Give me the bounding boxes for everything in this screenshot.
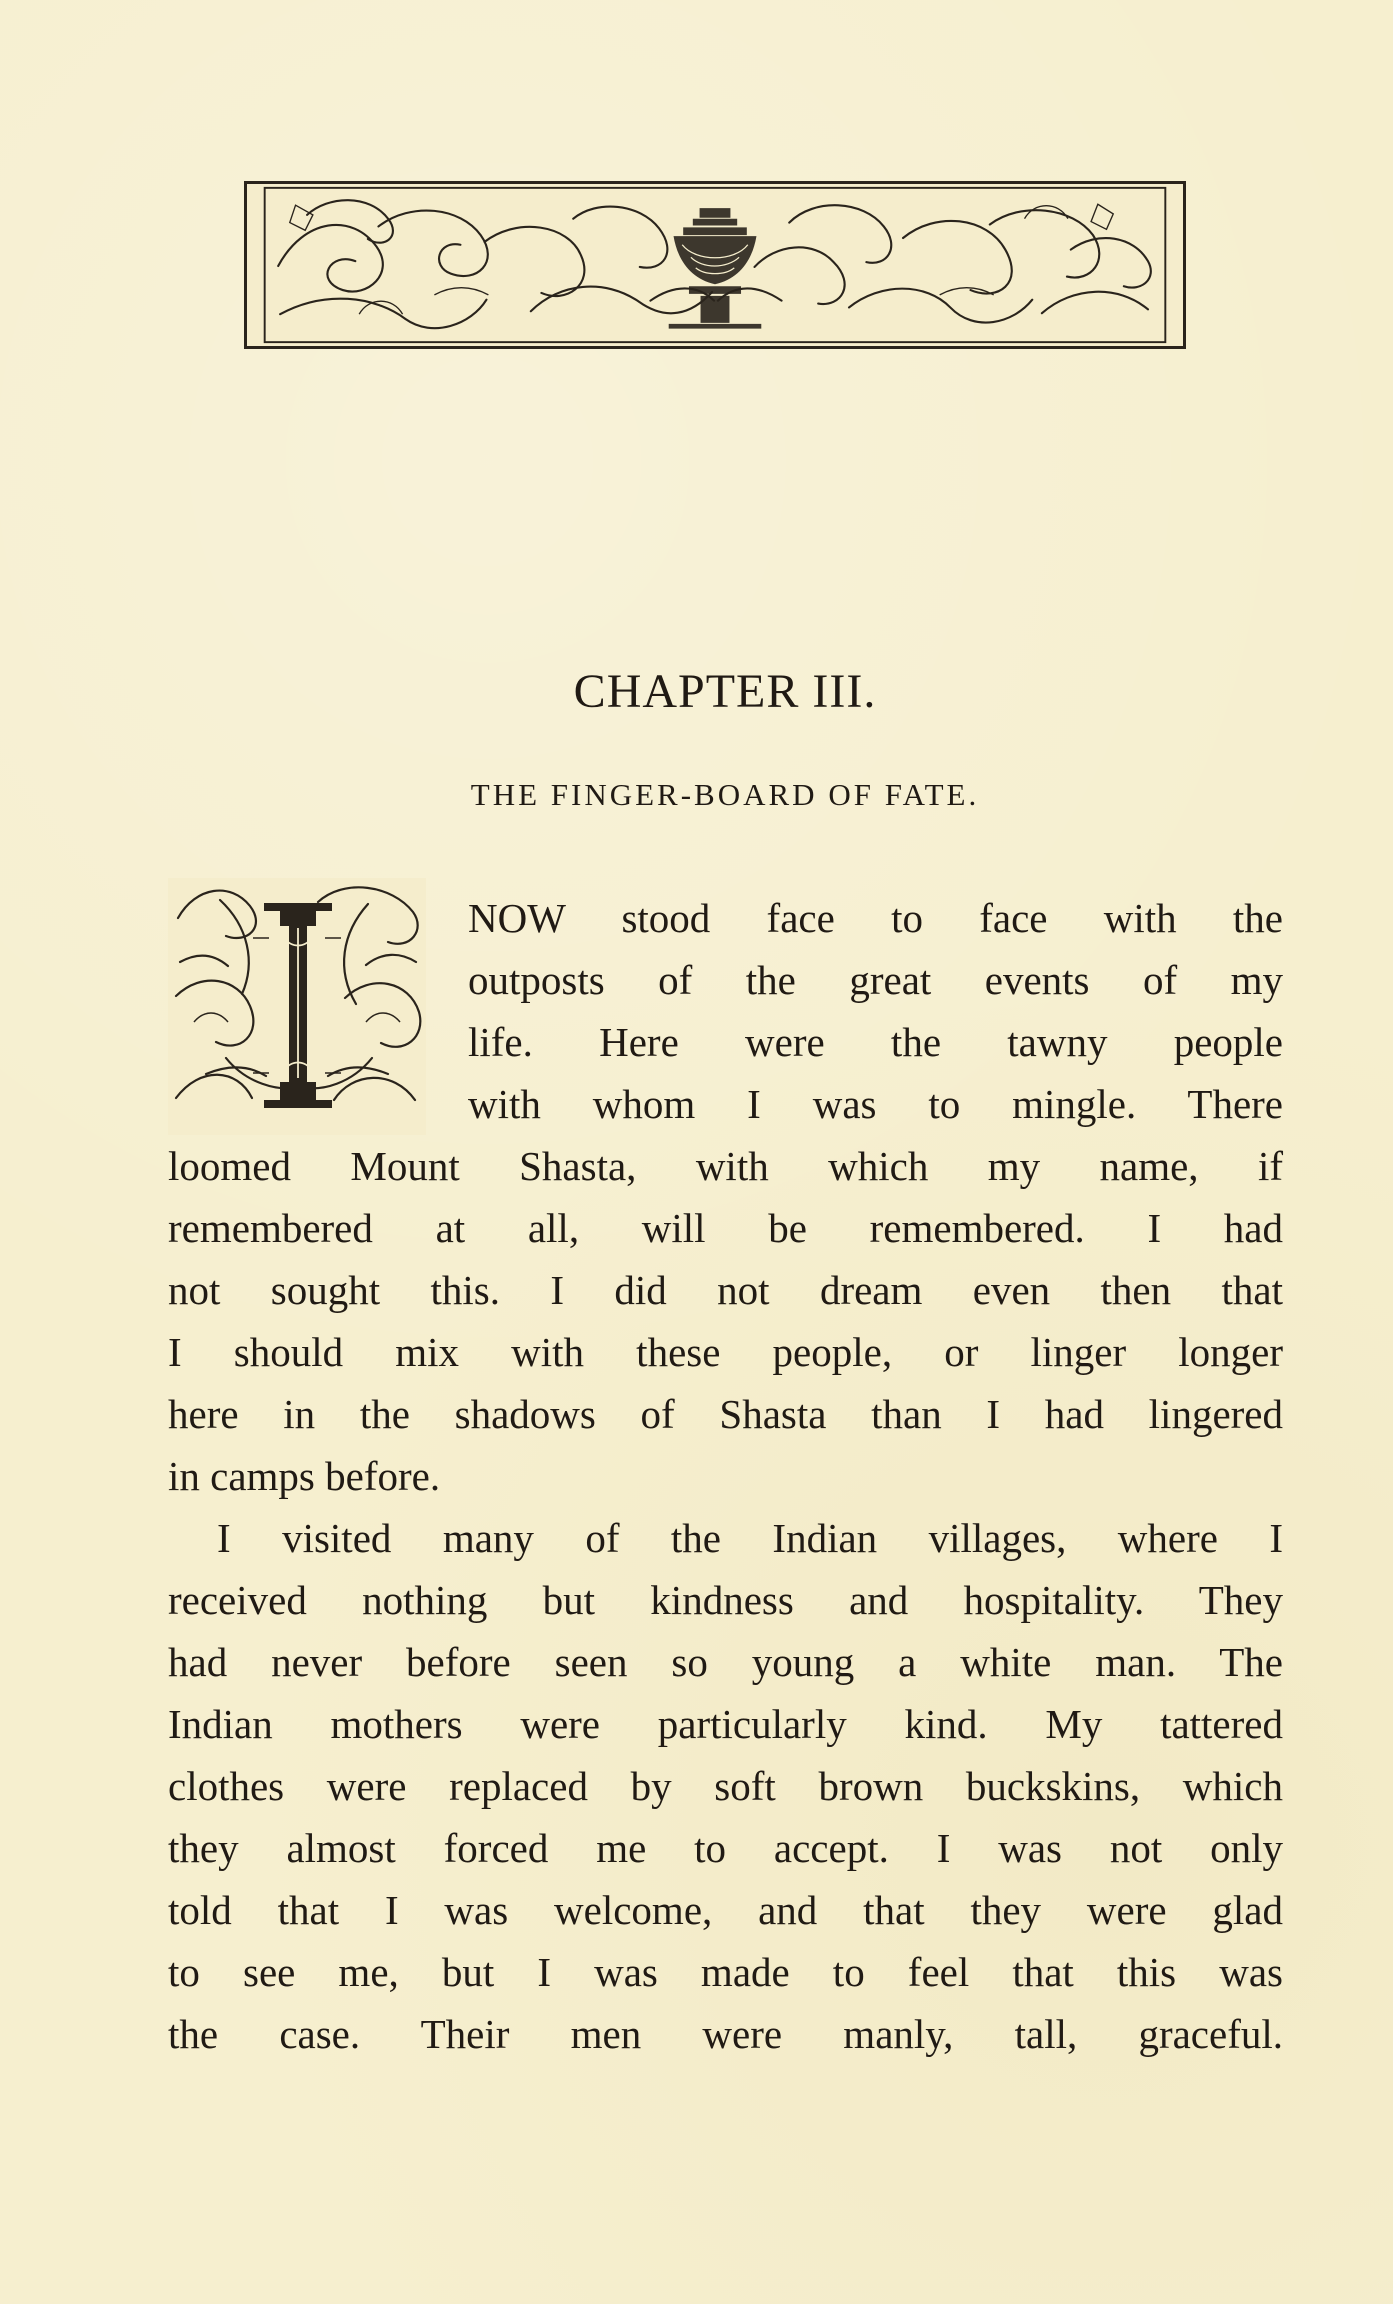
body-line: received nothing but kindness and hospitality. They — [168, 1577, 1283, 1623]
chapter-heading: CHAPTER III. — [573, 665, 877, 718]
body-line: clothes were replaced by soft brown buckskins, which — [168, 1763, 1283, 1809]
body-line: I visited many of the Indian villages, where I — [217, 1515, 1283, 1561]
body-line: had never before seen so young a white man. The — [168, 1639, 1283, 1685]
body-line: life. Here were the tawny people — [468, 1019, 1283, 1065]
body-line: in camps before. — [168, 1453, 441, 1499]
ornamental-headpiece — [244, 181, 1186, 349]
body-line: here in the shadows of Shasta than I had lingered — [168, 1391, 1283, 1437]
body-line: with whom I was to mingle. There — [468, 1081, 1283, 1127]
body-line: remembered at all, will be remembered. I had — [168, 1205, 1283, 1251]
decorated-initial-i — [168, 878, 426, 1135]
body-line: they almost forced me to accept. I was not only — [168, 1825, 1283, 1871]
body-line: the case. Their men were manly, tall, graceful. — [168, 2011, 1283, 2057]
body-line: told that I was welcome, and that they were glad — [168, 1887, 1283, 1933]
body-line: to see me, but I was made to feel that this was — [168, 1949, 1283, 1995]
body-line: outposts of the great events of my — [468, 957, 1283, 1003]
body-line: Indian mothers were particularly kind. My tattered — [168, 1701, 1283, 1747]
body-line: not sought this. I did not dream even then that — [168, 1267, 1283, 1313]
body-line: loomed Mount Shasta, with which my name, if — [168, 1143, 1283, 1189]
body-line: NOW stood face to face with the — [468, 895, 1283, 941]
chapter-subtitle: THE FINGER-BOARD OF FATE. — [470, 777, 980, 812]
body-line: I should mix with these people, or linger longer — [168, 1329, 1283, 1375]
